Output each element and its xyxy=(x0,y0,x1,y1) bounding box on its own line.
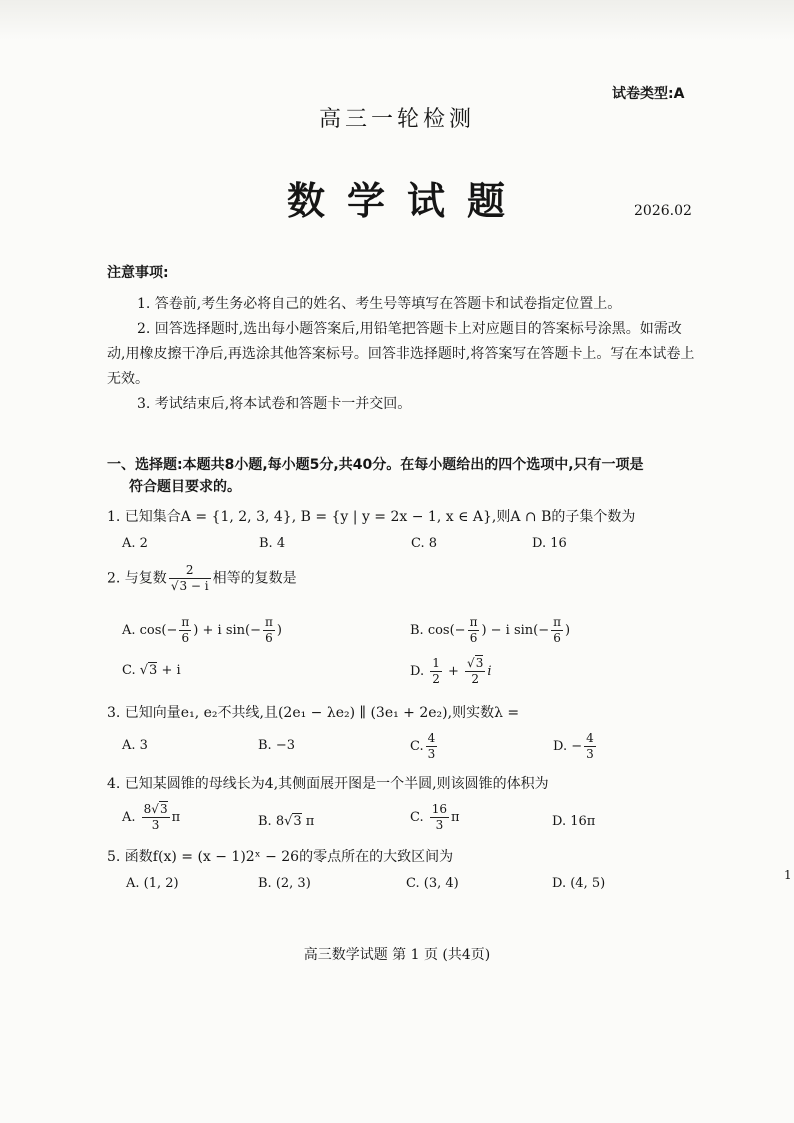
q4-c-post: π xyxy=(451,810,460,825)
q4-a-radicand: 3 xyxy=(159,802,168,816)
q4-a-coef: 8 xyxy=(143,802,152,816)
question-4-stem: 4. 已知某圆锥的母线长为4,其侧面展开图是一个半圆,则该圆锥的体积为 xyxy=(107,776,549,792)
notice-item: 1. 答卷前,考生务必将自己的姓名、考生号等填写在答题卡和试卷指定位置上。 xyxy=(137,296,622,312)
q4-a-fraction xyxy=(142,802,170,833)
exam-title: 数学试题 xyxy=(286,178,527,223)
q2-radicand: 3 xyxy=(179,579,188,593)
q2-d-post: i xyxy=(487,664,492,679)
q2-d-radicand: 3 xyxy=(475,656,484,670)
q2-numerator: 2 xyxy=(169,563,211,579)
pi: π xyxy=(469,615,478,629)
q4-option-b: B. 8√3 π xyxy=(258,814,315,829)
q4-c-pre: C. xyxy=(410,810,428,825)
q2-c-radicand: 3 xyxy=(149,663,158,678)
question-5-stem: 5. 函数f(x) = (x − 1)2ˣ − 26的零点所在的大致区间为 xyxy=(107,849,454,865)
notice-item: 2. 回答选择题时,选出每小题答案后,用铅笔把答题卡上对应题目的答案标号涂黑。如需改动,用橡皮擦干净后,再选涂其他答案标号。回答非选择题时,将答案写在答题卡上。写在本试卷上无效。 xyxy=(107,321,695,387)
q4-option-d: D. 16π xyxy=(552,814,596,829)
q3-c-fraction xyxy=(426,731,438,762)
q2-a-mid: ) + i sin(− xyxy=(193,623,261,638)
section-heading-line: 一、选择题:本题共8小题,每小题5分,共40分。在每小题给出的四个选项中,只有一项是 xyxy=(107,457,644,473)
q3-d-den: 3 xyxy=(586,747,594,761)
q2-denominator: √3 − i xyxy=(170,579,209,593)
notice-list xyxy=(107,292,697,417)
q4-a-pre: A. xyxy=(122,810,140,825)
q3-c-pre: C. xyxy=(410,739,424,754)
q2-option-b xyxy=(410,615,570,646)
pi-over-six xyxy=(551,615,563,646)
q3-d-fraction xyxy=(584,731,596,762)
q4-b-radicand: 3 xyxy=(293,814,302,829)
six: 6 xyxy=(553,631,561,645)
q3-option-d xyxy=(553,731,598,762)
q2-a-post: ) xyxy=(276,623,282,638)
q2-c-post: + i xyxy=(157,663,181,678)
q4-c-fraction xyxy=(430,802,449,833)
q4-b-pre: B. 8 xyxy=(258,814,285,829)
q2-den-tail: − i xyxy=(187,579,209,593)
q2-option-c: C. √3 + i xyxy=(122,663,181,678)
q2-b-pre: B. cos(− xyxy=(410,623,466,638)
q2-fraction xyxy=(169,563,211,594)
q2-stem-post: 相等的复数是 xyxy=(212,570,297,587)
q1-option-b: B. 4 xyxy=(259,536,286,551)
section-heading-line: 符合题目要求的。 xyxy=(129,479,241,495)
question-2-stem xyxy=(107,563,297,594)
q2-stem-pre: 2. 与复数 xyxy=(107,570,167,587)
q2-d-num1: 1 xyxy=(432,656,440,670)
q4-option-c xyxy=(410,802,460,833)
q2-b-post: ) xyxy=(565,623,571,638)
q4-a-num: 8√3 xyxy=(143,802,168,816)
q2-d-num2: √3 xyxy=(467,656,484,670)
q4-c-den: 3 xyxy=(435,818,444,832)
q2-c-pre: C. xyxy=(122,663,140,678)
q4-b-post: π xyxy=(301,814,315,829)
exam-date: 2026.02 xyxy=(634,203,692,219)
six: 6 xyxy=(181,631,190,645)
q2-option-d xyxy=(410,656,492,687)
paper-type-label: 试卷类型:A xyxy=(612,86,685,102)
q3-d-num: 4 xyxy=(586,731,594,745)
q4-a-den: 3 xyxy=(151,818,160,832)
section-heading xyxy=(107,454,707,498)
q2-d-fraction-2 xyxy=(465,656,485,687)
pi: π xyxy=(264,615,273,629)
pi: π xyxy=(553,615,562,629)
pi: π xyxy=(181,615,190,629)
q5-option-c: C. (3, 4) xyxy=(406,876,459,891)
q2-option-a xyxy=(122,615,282,646)
q5-option-d: D. (4, 5) xyxy=(552,876,606,891)
pi-over-six xyxy=(468,615,480,646)
pi-over-six xyxy=(179,615,191,646)
pi-over-six xyxy=(263,615,275,646)
q3-d-pre: D. − xyxy=(553,739,583,754)
q2-d-den1: 2 xyxy=(432,672,440,686)
q3-c-num: 4 xyxy=(427,731,436,745)
six: 6 xyxy=(265,631,273,645)
q4-option-a xyxy=(122,802,180,833)
q1-option-d: D. 16 xyxy=(532,536,567,551)
q2-b-mid: ) − i sin(− xyxy=(481,623,550,638)
q2-d-den2: 2 xyxy=(471,672,480,686)
q3-option-c xyxy=(410,731,439,762)
exam-header: 高三一轮检测 xyxy=(318,107,475,132)
edge-page-mark: 1 xyxy=(784,868,792,882)
q2-d-plus: + xyxy=(443,664,464,679)
q5-option-a: A. (1, 2) xyxy=(126,876,179,891)
page-footer: 高三数学试题 第 1 页 (共4页) xyxy=(303,947,491,963)
six: 6 xyxy=(469,631,478,645)
q3-option-b: B. −3 xyxy=(258,738,295,753)
question-3-stem: 3. 已知向量e₁, e₂不共线,且(2e₁ − λe₂) ∥ (3e₁ + 2e₂),则实数λ = xyxy=(107,705,520,721)
q1-option-c: C. 8 xyxy=(411,536,438,551)
q5-option-b: B. (2, 3) xyxy=(258,876,311,891)
scan-shadow xyxy=(0,0,794,40)
q3-option-a: A. 3 xyxy=(122,738,148,753)
q2-d-fraction-1 xyxy=(430,656,442,687)
q2-d-pre: D. xyxy=(410,664,429,679)
question-1-stem: 1. 已知集合A = {1, 2, 3, 4}, B = {y | y = 2x − 1, x ∈ A},则A ∩ B的子集个数为 xyxy=(107,509,636,525)
q2-a-pre: A. cos(− xyxy=(122,623,178,638)
notice-item: 3. 考试结束后,将本试卷和答题卡一并交回。 xyxy=(137,396,412,412)
notice-heading: 注意事项: xyxy=(107,265,169,281)
q4-c-num: 16 xyxy=(431,802,448,816)
q1-option-a: A. 2 xyxy=(122,536,148,551)
q3-c-den: 3 xyxy=(427,747,436,761)
q4-a-post: π xyxy=(171,810,181,825)
